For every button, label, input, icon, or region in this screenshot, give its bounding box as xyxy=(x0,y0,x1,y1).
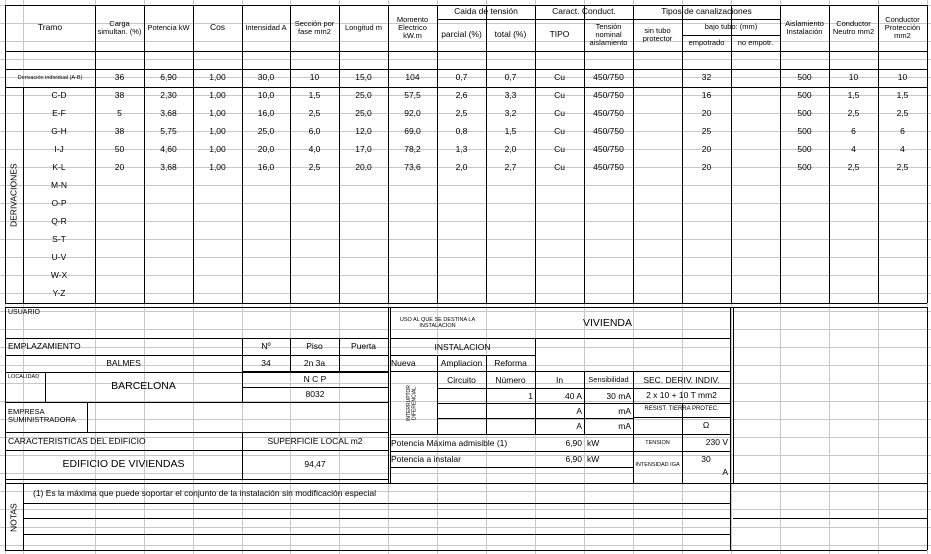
sec-value: 2 x 10 + 10 T mm2 xyxy=(646,390,717,401)
table-cell-parcial: 0,7 xyxy=(455,72,468,83)
grid-row-line xyxy=(0,185,931,186)
table-cell-aislamiento: 500 xyxy=(797,162,812,173)
h-border xyxy=(5,303,927,304)
tension-label: TENSION xyxy=(645,439,670,446)
table-cell-momento: 92,0 xyxy=(404,108,421,119)
row-tramo: C-D xyxy=(51,90,67,101)
table-cell-tension: 450/750 xyxy=(593,162,624,173)
dif-sens: 30 mA xyxy=(606,390,631,401)
localidad-label: LOCALIDAD xyxy=(8,373,40,380)
tension-value: 230 V xyxy=(705,437,728,448)
table-cell-longitud: 20,0 xyxy=(355,162,372,173)
usuario-label: USUARIO xyxy=(8,309,40,316)
ncp-value: 8032 xyxy=(305,389,325,400)
header-no-empotr: no empotr. xyxy=(737,37,774,47)
dif-in: 40 A xyxy=(564,390,582,401)
table-cell-total: 2,0 xyxy=(504,144,517,155)
row-tramo: I-J xyxy=(54,144,64,155)
grid-row-line xyxy=(0,311,931,312)
table-cell-proteccion: 2,5 xyxy=(896,108,909,119)
piso-label: Piso xyxy=(306,341,323,352)
header-caida: Caida de tensión xyxy=(454,6,518,17)
piso-value: 2n 3a xyxy=(303,357,326,368)
superficie-label: SUPERFICIE LOCAL m2 xyxy=(267,436,363,447)
table-cell-aislamiento: 500 xyxy=(797,126,812,137)
table-cell-cos: 1,00 xyxy=(209,162,226,173)
table-cell-potencia: 5,75 xyxy=(160,126,177,137)
v-border xyxy=(927,307,928,550)
h-border xyxy=(5,338,388,339)
table-cell-carga: 5 xyxy=(117,108,122,119)
table-cell-proteccion: 10 xyxy=(897,72,908,83)
in-label: In xyxy=(555,374,564,385)
header-caract: Caract. Conduct. xyxy=(552,6,616,17)
table-cell-momento: 69,0 xyxy=(404,126,421,137)
pot-max-value: 6,90 xyxy=(565,437,582,448)
dif-sens: mA xyxy=(618,420,631,431)
table-cell-sin_tubo xyxy=(633,69,682,87)
empresa-label: EMPRESA SUMINISTRADORA xyxy=(8,406,76,424)
intensidad-label: INTENSIDAD IGA xyxy=(635,461,680,468)
table-cell-carga: 38 xyxy=(114,126,125,137)
uso-label: USO AL QUE SE DESTINA LA INSTALACION xyxy=(399,316,476,329)
table-cell-empotrado: 32 xyxy=(701,72,712,83)
table-cell-tipo: Cu xyxy=(554,144,565,155)
table-cell-longitud: 17,0 xyxy=(355,144,372,155)
grid-row-line xyxy=(0,203,931,204)
h-border xyxy=(5,550,927,551)
superficie-value: 94,47 xyxy=(304,459,326,470)
table-cell-momento: 57,5 xyxy=(404,90,421,101)
grid-row-line xyxy=(0,509,931,510)
pot-max-unit: kW xyxy=(587,437,600,448)
header-tipos-canal: Tipos de canalizaciones xyxy=(661,6,752,17)
table-cell-parcial: 0,8 xyxy=(455,126,468,137)
table-cell-no_empotr xyxy=(731,123,780,141)
localidad-value: BARCELONA xyxy=(111,380,176,393)
row-tramo: S-T xyxy=(52,234,66,245)
pot-max-label: Potencia Máxima admisible (1) xyxy=(391,437,508,448)
intensidad-value: 30 xyxy=(701,454,711,465)
table-cell-empotrado: 25 xyxy=(701,126,712,137)
table-cell-sin_tubo xyxy=(633,159,682,177)
table-cell-empotrado: 20 xyxy=(701,108,712,119)
grid-row-line xyxy=(0,275,931,276)
table-cell-empotrado: 16 xyxy=(701,90,712,101)
header-bajo-tubo: bajo tubo: (mm) xyxy=(704,21,758,31)
row-tramo: M-N xyxy=(50,180,68,191)
row-tramo: U-V xyxy=(51,252,67,263)
grid-row-line xyxy=(0,221,931,222)
table-cell-potencia: 3,68 xyxy=(160,162,177,173)
table-cell-total: 0,7 xyxy=(504,72,517,83)
numero-label: Número xyxy=(495,374,526,385)
table-cell-neutro: 2,5 xyxy=(847,108,860,119)
h-border xyxy=(5,483,927,484)
row-tramo: W-X xyxy=(50,270,68,281)
header-potencia: Potencia kW xyxy=(147,22,190,32)
table-cell-tension: 450/750 xyxy=(593,126,624,137)
table-cell-intensidad: 25,0 xyxy=(257,126,275,137)
h-border xyxy=(5,450,388,451)
dif-in: A xyxy=(576,420,582,431)
interruptor-label: INTERRUPTOR DIFERENCIAL xyxy=(406,384,418,422)
table-cell-parcial: 1,3 xyxy=(455,144,468,155)
grid-row-line xyxy=(0,239,931,240)
sec-label: SEC. DERIV. INDIV. xyxy=(643,374,720,385)
table-cell-longitud: 25,0 xyxy=(355,108,372,119)
resist-label: RESIST. TIERRA PROTEC. xyxy=(644,405,719,412)
table-cell-carga: 38 xyxy=(114,90,125,101)
nueva-label: Nueva xyxy=(391,358,416,369)
puerta-label: Puerta xyxy=(350,341,377,352)
table-cell-proteccion: 2,5 xyxy=(896,162,909,173)
header-parcial: parcial (%) xyxy=(441,29,482,40)
table-cell-neutro: 1,5 xyxy=(847,90,860,101)
table-cell-intensidad: 16,0 xyxy=(257,108,275,119)
table-cell-cos: 1,00 xyxy=(209,72,226,83)
ohm-symbol: Ω xyxy=(702,419,710,430)
table-cell-seccion: 1,5 xyxy=(308,90,321,101)
table-cell-seccion: 2,5 xyxy=(308,108,321,119)
header-proteccion: Conductor Protección mm2 xyxy=(884,14,921,41)
table-cell-parcial: 2,5 xyxy=(455,108,468,119)
caracteristicas-label: CARACTERISTICAS DEL EDIFICIO xyxy=(8,436,146,447)
table-cell-carga: 50 xyxy=(114,144,125,155)
table-cell-intensidad: 10,0 xyxy=(257,90,275,101)
table-cell-seccion: 2,5 xyxy=(308,162,321,173)
table-cell-intensidad: 20,0 xyxy=(257,144,275,155)
grid-row-line xyxy=(0,59,931,60)
table-cell-intensidad: 16,0 xyxy=(257,162,275,173)
calle-value: BALMES xyxy=(106,357,141,368)
table-cell-total: 3,2 xyxy=(504,108,517,119)
h-border xyxy=(390,434,730,435)
dif-in: A xyxy=(576,405,582,416)
header-sin-tubo: sin tubo protector xyxy=(642,25,673,43)
h-border xyxy=(390,338,730,339)
v-border xyxy=(733,307,734,483)
header-carga: Carga simultan. (%) xyxy=(97,18,142,36)
h-border xyxy=(733,518,927,519)
table-cell-seccion: 10 xyxy=(309,72,320,83)
table-cell-potencia: 2,30 xyxy=(160,90,177,101)
table-cell-tipo: Cu xyxy=(554,108,565,119)
table-cell-tipo: Cu xyxy=(554,126,565,137)
table-cell-momento: 78,2 xyxy=(404,144,421,155)
header-seccion: Sección por fase mm2 xyxy=(294,18,335,36)
table-cell-aislamiento: 500 xyxy=(797,144,812,155)
table-cell-empotrado: 20 xyxy=(701,162,712,173)
table-cell-tipo: Cu xyxy=(554,72,565,83)
table-cell-cos: 1,00 xyxy=(209,126,226,137)
table-cell-neutro: 6 xyxy=(851,126,856,137)
table-cell-tension: 450/750 xyxy=(593,144,624,155)
table-cell-proteccion: 4 xyxy=(900,144,905,155)
table-cell-total: 2,7 xyxy=(504,162,517,173)
table-cell-potencia: 4,60 xyxy=(160,144,177,155)
table-cell-aislamiento: 500 xyxy=(797,72,812,83)
v-border xyxy=(23,483,24,550)
h-border xyxy=(5,432,388,433)
table-cell-tipo: Cu xyxy=(554,90,565,101)
h-border xyxy=(5,479,388,480)
table-cell-carga: 20 xyxy=(114,162,125,173)
table-cell-aislamiento: 500 xyxy=(797,108,812,119)
table-cell-no_empotr xyxy=(731,159,780,177)
table-cell-no_empotr xyxy=(731,141,780,159)
notas-label: NOTAS xyxy=(8,503,19,533)
pot-inst-unit: kW xyxy=(587,453,600,464)
table-cell-neutro: 2,5 xyxy=(847,162,860,173)
sensibilidad-label: Sensibilidad xyxy=(588,375,629,385)
table-cell-carga: 36 xyxy=(114,72,125,83)
edificio-value: EDIFICIO DE VIVIENDAS xyxy=(62,458,185,471)
uso-value: VIVIENDA xyxy=(582,317,632,330)
header-aislamiento: Aislamiento Instalación xyxy=(785,18,824,36)
table-cell-sin_tubo xyxy=(633,141,682,159)
nota-1: (1) Es la máxima que puede soportar el conjunto de la instalación sin modificación especial xyxy=(33,488,377,499)
row-tramo: K-L xyxy=(52,162,66,173)
table-cell-seccion: 6,0 xyxy=(308,126,321,137)
table-cell-seccion: 4,0 xyxy=(308,144,321,155)
table-cell-tension: 450/750 xyxy=(593,90,624,101)
table-cell-longitud: 12,0 xyxy=(355,126,372,137)
reforma-label: Reforma xyxy=(494,358,527,369)
grid-row-line xyxy=(0,527,931,528)
table-cell-longitud: 25,0 xyxy=(355,90,372,101)
table-cell-total: 1,5 xyxy=(504,126,517,137)
header-cos: Cos xyxy=(209,22,226,33)
dif-numero: 1 xyxy=(528,390,533,401)
header-empotrado: empotrado xyxy=(688,37,725,47)
header-intensidad: Intensidad A xyxy=(245,22,287,32)
derivaciones-label: DERIVACIONES xyxy=(8,163,19,227)
dif-numero xyxy=(486,404,535,419)
table-cell-cos: 1,00 xyxy=(209,108,226,119)
pot-inst-label: Potencia a instalar xyxy=(391,453,461,464)
table-cell-sin_tubo xyxy=(633,87,682,105)
table-cell-sin_tubo xyxy=(633,123,682,141)
table-cell-proteccion: 6 xyxy=(900,126,905,137)
table-cell-momento: 73,6 xyxy=(404,162,421,173)
table-cell-tension: 450/750 xyxy=(593,72,624,83)
table-cell-parcial: 2,6 xyxy=(455,90,468,101)
header-neutro: Conductor Neutro mm2 xyxy=(832,18,875,36)
row-tramo: Y-Z xyxy=(52,288,66,299)
h-border xyxy=(390,355,535,356)
dif-numero xyxy=(486,419,535,434)
table-cell-total: 3,3 xyxy=(504,90,517,101)
h-border xyxy=(390,467,633,468)
row-tramo: Derivación individual (A-B) xyxy=(17,74,83,81)
ampliacion-label: Ampliacion xyxy=(440,358,483,369)
ncp-label: N C P xyxy=(303,374,327,385)
header-total: total (%) xyxy=(494,29,527,40)
header-tipo: TIPO xyxy=(549,29,570,40)
intensidad-unit: A xyxy=(722,467,728,478)
v-border xyxy=(927,5,928,303)
header-tension-nominal: Tensión nominal aislamiento xyxy=(589,21,628,48)
table-cell-neutro: 10 xyxy=(848,72,859,83)
emplazamiento-label: EMPLAZAMIENTO xyxy=(8,341,81,352)
circuito-label: Circuito xyxy=(447,374,476,385)
v-border xyxy=(87,402,88,432)
table-cell-parcial: 2,0 xyxy=(455,162,468,173)
header-longitud: Longitud m xyxy=(344,22,383,32)
h-border xyxy=(23,534,730,535)
table-cell-momento: 104 xyxy=(405,72,420,83)
numero-value: 34 xyxy=(261,357,271,368)
puerta-value xyxy=(339,356,388,371)
grid-row-line xyxy=(0,293,931,294)
table-cell-neutro: 4 xyxy=(851,144,856,155)
table-cell-longitud: 15,0 xyxy=(355,72,372,83)
row-tramo: Q-R xyxy=(51,216,67,227)
n-label: Nº xyxy=(261,341,271,352)
table-cell-potencia: 3,68 xyxy=(160,108,177,119)
table-cell-empotrado: 20 xyxy=(701,144,712,155)
table-cell-tipo: Cu xyxy=(554,162,565,173)
table-cell-proteccion: 1,5 xyxy=(896,90,909,101)
table-cell-cos: 1,00 xyxy=(209,144,226,155)
row-tramo: E-F xyxy=(52,108,66,119)
table-cell-intensidad: 30,0 xyxy=(257,72,275,83)
dif-sens: mA xyxy=(618,405,631,416)
grid-row-line xyxy=(0,257,931,258)
h-border xyxy=(390,371,730,372)
h-border xyxy=(23,503,730,504)
table-cell-no_empotr xyxy=(731,105,780,123)
table-cell-tension: 450/750 xyxy=(593,108,624,119)
table-cell-aislamiento: 500 xyxy=(797,90,812,101)
table-cell-no_empotr xyxy=(731,69,780,87)
table-cell-potencia: 6,90 xyxy=(160,72,177,83)
v-border xyxy=(730,307,731,550)
grid-row-line xyxy=(0,545,931,546)
h-border xyxy=(23,518,730,519)
pot-inst-value: 6,90 xyxy=(565,453,582,464)
header-momento: Momento Electrico kW.m xyxy=(396,14,429,41)
table-cell-cos: 1,00 xyxy=(209,90,226,101)
instalacion-label: INSTALACION xyxy=(434,342,491,353)
h-border xyxy=(5,307,927,308)
row-tramo: G-H xyxy=(51,126,67,137)
row-tramo: O-P xyxy=(51,198,67,209)
grid-row-line xyxy=(0,419,931,420)
table-cell-sin_tubo xyxy=(633,105,682,123)
table-cell-no_empotr xyxy=(731,87,780,105)
header-tramo: Tramo xyxy=(37,22,63,33)
